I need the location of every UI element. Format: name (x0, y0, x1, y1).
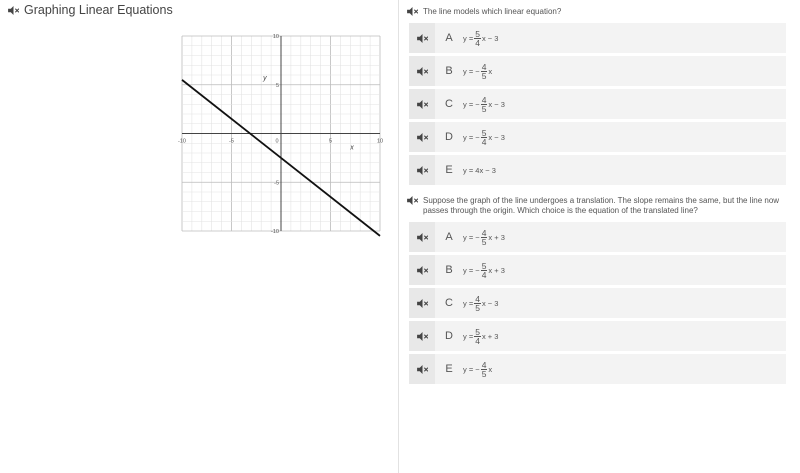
fraction (481, 229, 488, 246)
q1-choice-c[interactable] (409, 89, 786, 119)
equation-prefix: y = (463, 298, 474, 308)
choice-speaker-button[interactable] (409, 222, 435, 252)
equation-suffix: x − 3 (488, 99, 505, 109)
choice-speaker-button[interactable] (409, 23, 435, 53)
choice-equation (463, 328, 498, 345)
speaker-mute-icon[interactable] (8, 6, 19, 15)
fraction-denominator: 4 (475, 335, 480, 346)
page-title: Graphing Linear Equations (24, 3, 173, 17)
speaker-mute-icon (417, 133, 428, 142)
fraction (474, 30, 481, 47)
fraction-numerator: 4 (481, 359, 487, 370)
choice-letter: D (445, 330, 453, 342)
fraction-denominator: 4 (475, 37, 480, 48)
q2-choice-e[interactable] (409, 354, 786, 384)
fraction-numerator: 5 (481, 127, 487, 138)
choice-speaker-button[interactable] (409, 288, 435, 318)
equation-suffix: x (488, 66, 493, 76)
y-tick-label: -5 (274, 180, 279, 187)
speaker-mute-icon (417, 34, 428, 43)
speaker-mute-icon (417, 266, 428, 275)
choice-letter: C (445, 98, 453, 110)
q2-choice-b[interactable] (409, 255, 786, 285)
fraction (474, 295, 481, 312)
equation-prefix: y = (463, 33, 474, 43)
equation-prefix: y = − (463, 364, 480, 374)
y-tick-label: 5 (275, 82, 279, 89)
fraction (474, 328, 481, 345)
equation-suffix: x + 3 (481, 331, 499, 341)
speaker-mute-icon (417, 299, 428, 308)
choice-speaker-button[interactable] (409, 255, 435, 285)
fraction-numerator: 4 (481, 94, 487, 105)
choice-equation (463, 129, 505, 146)
speaker-mute-icon (417, 100, 428, 109)
left-pane (0, 0, 399, 473)
choice-letter: B (445, 264, 453, 276)
equation-suffix: x (488, 364, 493, 374)
choice-equation (463, 295, 498, 312)
fraction-numerator: 4 (481, 61, 487, 72)
speaker-mute-icon (417, 365, 428, 374)
choice-letter: E (445, 363, 453, 375)
equation-prefix: y = − (463, 265, 480, 275)
equation-suffix: x − 3 (481, 33, 499, 43)
question-1-text: The line models which linear equation? (423, 7, 562, 16)
choice-equation (463, 262, 505, 279)
fraction (481, 96, 488, 113)
choice-speaker-button[interactable] (409, 122, 435, 152)
speaker-mute-icon (417, 67, 428, 76)
fraction-denominator: 4 (481, 269, 487, 280)
equation-prefix: y = 4x − 3 (463, 165, 496, 175)
choice-letter: A (445, 32, 453, 44)
choice-speaker-button[interactable] (409, 321, 435, 351)
fraction-denominator: 4 (481, 136, 487, 147)
equation-suffix: x − 3 (481, 298, 499, 308)
choice-speaker-button[interactable] (409, 56, 435, 86)
equation-suffix: x + 3 (488, 265, 505, 275)
fraction-denominator: 5 (475, 302, 480, 313)
x-tick-label: 5 (328, 138, 333, 145)
q2-choice-a[interactable] (409, 222, 786, 252)
equation-suffix: x − 3 (488, 132, 505, 142)
fraction-numerator: 5 (475, 28, 480, 39)
q2-choice-d[interactable] (409, 321, 786, 351)
choice-letter: D (445, 131, 453, 143)
choice-letter: E (445, 164, 453, 176)
x-tick-label: -10 (178, 138, 186, 145)
coordinate-graph (175, 28, 390, 238)
equation-prefix: y = − (463, 132, 480, 142)
fraction-numerator: 4 (481, 227, 487, 238)
fraction-numerator: 4 (475, 293, 480, 304)
question-2-text: Suppose the graph of the line undergoes a translation. The slope remains the same, but the line now passes through the origin. Which choice is the equation of the translated line? (423, 196, 780, 215)
title-row (8, 3, 173, 17)
q2-choice-c[interactable] (409, 288, 786, 318)
choice-equation (463, 361, 492, 378)
speaker-mute-icon[interactable] (407, 196, 418, 205)
choice-speaker-button[interactable] (409, 155, 435, 185)
question-2 (407, 196, 783, 216)
fraction (481, 63, 488, 80)
choice-letter: B (445, 65, 453, 77)
speaker-mute-icon (417, 233, 428, 242)
x-tick-label: 10 (376, 138, 384, 145)
fraction-denominator: 5 (481, 70, 487, 81)
x-tick-label: -5 (229, 138, 234, 145)
equation-suffix: x + 3 (488, 232, 505, 242)
fraction-numerator: 5 (481, 260, 487, 271)
choice-letter: A (445, 231, 453, 243)
choice-equation (463, 229, 505, 246)
equation-prefix: y = − (463, 232, 480, 242)
equation-prefix: y = (463, 331, 474, 341)
speaker-mute-icon (417, 166, 428, 175)
speaker-mute-icon (417, 332, 428, 341)
fraction-denominator: 5 (481, 236, 487, 247)
q1-choice-a[interactable] (409, 23, 786, 53)
x-axis-label: x (350, 144, 354, 152)
equation-prefix: y = − (463, 66, 480, 76)
fraction-denominator: 5 (481, 368, 487, 379)
choice-speaker-button[interactable] (409, 89, 435, 119)
fraction (481, 361, 488, 378)
fraction-denominator: 5 (481, 103, 487, 114)
choice-equation (463, 166, 496, 175)
y-tick-label: -10 (271, 229, 279, 235)
fraction (481, 262, 488, 279)
q1-choice-d[interactable] (409, 122, 786, 152)
choice-equation (463, 96, 505, 113)
choice-letter: C (445, 297, 453, 309)
fraction-numerator: 5 (475, 326, 480, 337)
speaker-mute-icon[interactable] (407, 7, 418, 16)
q1-choice-b[interactable] (409, 56, 786, 86)
y-tick-label: 10 (272, 34, 279, 40)
y-axis-label: y (263, 74, 267, 82)
x-tick-label: 0 (275, 138, 279, 145)
question-1 (407, 7, 783, 17)
choice-equation (463, 63, 492, 80)
choice-speaker-button[interactable] (409, 354, 435, 384)
q1-choice-e[interactable] (409, 155, 786, 185)
fraction (481, 129, 488, 146)
equation-prefix: y = − (463, 99, 480, 109)
choice-equation (463, 30, 498, 47)
